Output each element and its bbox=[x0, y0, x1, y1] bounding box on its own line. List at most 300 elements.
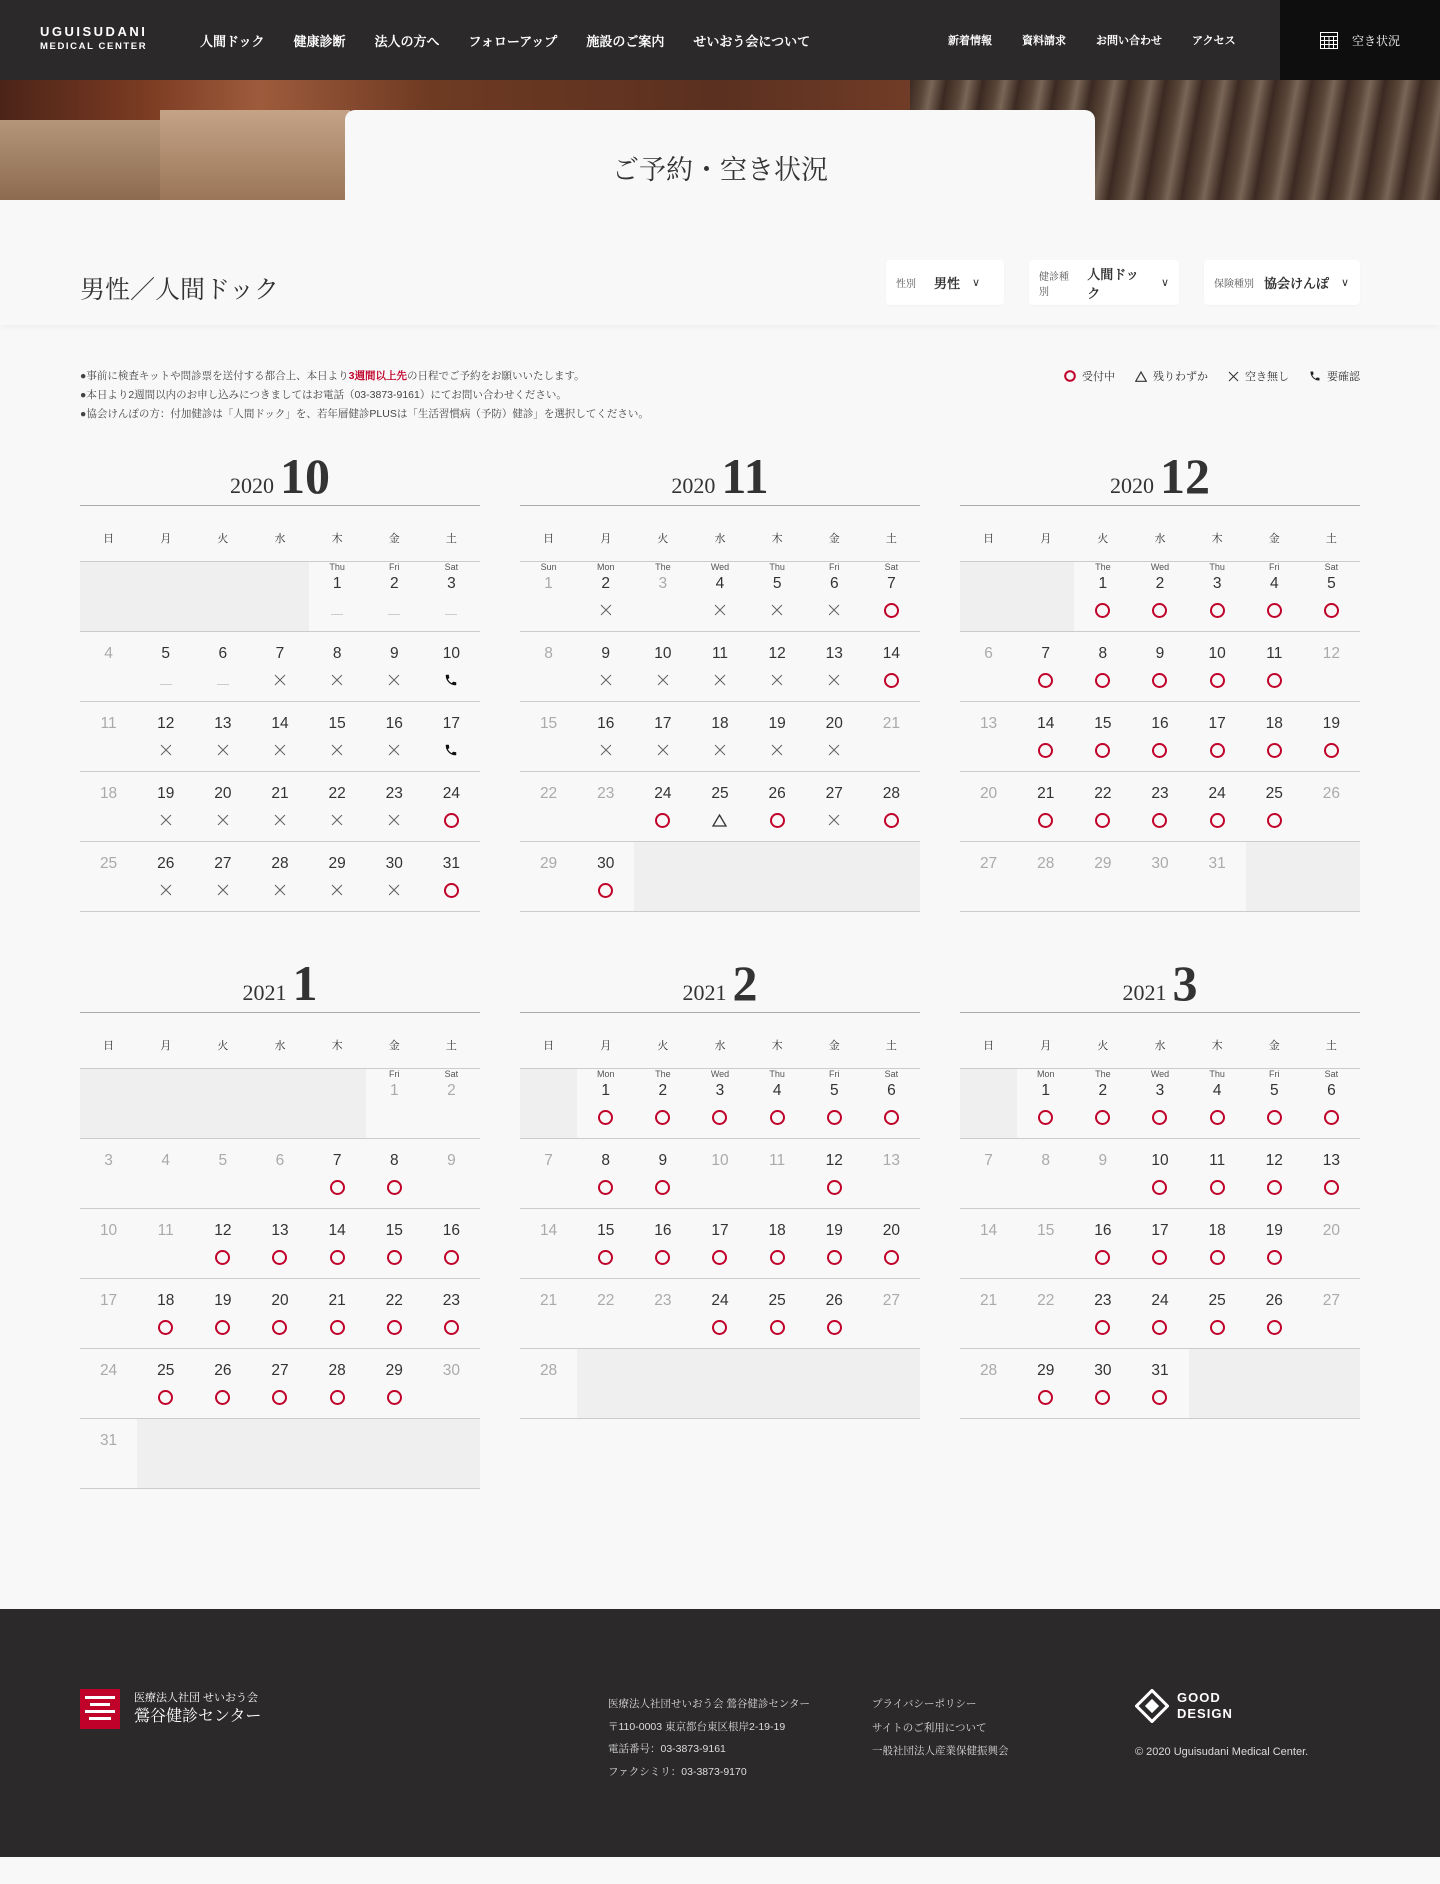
calendar-day[interactable] bbox=[863, 772, 920, 841]
month-title bbox=[960, 952, 1360, 1012]
cross-icon bbox=[215, 742, 231, 758]
footer-address bbox=[608, 1693, 810, 1783]
calendar-day bbox=[366, 772, 423, 841]
weekday-en: Thu bbox=[329, 562, 345, 572]
day-number: 11 bbox=[769, 1152, 786, 1169]
day-number: 10 bbox=[99, 1222, 118, 1239]
day-number: 26 bbox=[1322, 785, 1341, 802]
circle-icon bbox=[1323, 1179, 1339, 1195]
calendar-day[interactable] bbox=[1017, 1349, 1074, 1418]
calendar-day bbox=[520, 1349, 577, 1418]
calendar-day[interactable] bbox=[309, 1139, 366, 1208]
calendar-week-row bbox=[960, 842, 1360, 912]
calendar-day[interactable] bbox=[577, 1139, 634, 1208]
nav-item-dock[interactable]: 人間ドック bbox=[200, 33, 265, 49]
empty-cell bbox=[749, 842, 806, 911]
calendar-day[interactable] bbox=[577, 1069, 634, 1138]
calendar-day[interactable] bbox=[749, 1209, 806, 1278]
calendar-day bbox=[80, 632, 137, 701]
calendar-day[interactable] bbox=[863, 562, 920, 631]
day-number: 25 bbox=[157, 1362, 175, 1379]
empty-cell bbox=[806, 1349, 863, 1418]
calendar-day[interactable] bbox=[251, 1279, 308, 1348]
nav-item-followup[interactable]: フォローアップ bbox=[468, 33, 558, 49]
calendar-day[interactable] bbox=[863, 632, 920, 701]
footer-link-privacy[interactable]: プライバシーポリシー bbox=[872, 1698, 977, 1710]
calendar-day[interactable] bbox=[1303, 1069, 1360, 1138]
day-number: 3 bbox=[1212, 575, 1222, 592]
circle-icon bbox=[883, 602, 899, 618]
day-number: 24 bbox=[1151, 1292, 1169, 1309]
calendar-week-row bbox=[520, 632, 920, 702]
calendar-day bbox=[1303, 1279, 1360, 1348]
day-number: 19 bbox=[768, 715, 786, 732]
calendar-day[interactable] bbox=[1131, 1279, 1188, 1348]
calendar-day[interactable] bbox=[194, 1279, 251, 1348]
day-number: 6 bbox=[218, 645, 228, 662]
day-number: 20 bbox=[825, 715, 843, 732]
weekday-en: Mon bbox=[596, 562, 615, 572]
calendar-day[interactable] bbox=[749, 1279, 806, 1348]
calendar-day bbox=[80, 1209, 137, 1278]
weekday-header bbox=[80, 506, 480, 572]
day-number: 8 bbox=[544, 645, 553, 662]
calendar-day[interactable] bbox=[1131, 702, 1188, 771]
day-number: 1 bbox=[1041, 1082, 1051, 1099]
month-year: 2021 bbox=[1122, 980, 1167, 1005]
calendar-day[interactable] bbox=[1189, 1279, 1246, 1348]
footer-logo[interactable] bbox=[80, 1689, 261, 1729]
calendar-day bbox=[137, 842, 194, 911]
day-number: 2 bbox=[601, 575, 611, 592]
circle-icon bbox=[598, 1109, 614, 1125]
empty-cell bbox=[1017, 562, 1074, 631]
day-number: 2 bbox=[1155, 575, 1165, 592]
calendar-day[interactable] bbox=[634, 1209, 691, 1278]
circle-icon bbox=[826, 1249, 842, 1265]
calendar-day[interactable] bbox=[1074, 1349, 1131, 1418]
month-title bbox=[520, 445, 920, 505]
calendar-week-row bbox=[80, 632, 480, 702]
calendar-day bbox=[520, 1209, 577, 1278]
weekday-jp: 水 bbox=[1154, 1040, 1166, 1052]
day-number: 26 bbox=[214, 1362, 232, 1379]
calendar-day[interactable] bbox=[1189, 1069, 1246, 1138]
empty-cell bbox=[806, 842, 863, 911]
calendar-day bbox=[423, 1139, 480, 1208]
weekday-en: Sat bbox=[1324, 562, 1339, 572]
weekday-jp: 木 bbox=[771, 1040, 783, 1052]
calendar-day bbox=[520, 632, 577, 701]
calendar-day bbox=[1017, 1279, 1074, 1348]
calendar-day bbox=[960, 632, 1017, 701]
subnav-access[interactable]: アクセス bbox=[1192, 35, 1236, 47]
calendar-day[interactable] bbox=[1131, 1139, 1188, 1208]
calendar-day[interactable] bbox=[194, 1209, 251, 1278]
day-number: 17 bbox=[1208, 715, 1226, 732]
month-title bbox=[80, 952, 480, 1012]
day-number: 25 bbox=[99, 855, 118, 872]
month-year: 2020 bbox=[1110, 473, 1154, 498]
day-number: 18 bbox=[99, 785, 118, 802]
day-number: 20 bbox=[882, 1222, 901, 1239]
weekday-jp: 月 bbox=[600, 1040, 612, 1052]
calendar-day[interactable] bbox=[366, 1139, 423, 1208]
calendar-day bbox=[251, 772, 308, 841]
calendar-day[interactable] bbox=[1017, 1069, 1074, 1138]
footer-link-association[interactable]: 一般社団法人産業保健振興会 bbox=[872, 1745, 1009, 1757]
calendar-day[interactable] bbox=[1017, 632, 1074, 701]
calendar-day[interactable] bbox=[1189, 632, 1246, 701]
day-number: 22 bbox=[539, 785, 558, 802]
weekday-en: Fri bbox=[829, 1069, 840, 1079]
calendar-day[interactable] bbox=[423, 702, 480, 771]
footer-link-terms[interactable]: サイトのご利用について bbox=[872, 1721, 987, 1734]
weekday-en: Wed bbox=[1150, 562, 1170, 572]
weekday-jp: 日 bbox=[983, 1040, 995, 1052]
exam-type-select[interactable] bbox=[1029, 260, 1179, 305]
day-number: 27 bbox=[882, 1292, 901, 1309]
circle-icon bbox=[1095, 602, 1111, 618]
weekday-jp: 金 bbox=[1268, 1040, 1280, 1052]
calendar-day bbox=[520, 1139, 577, 1208]
weekday-jp: 日 bbox=[983, 533, 995, 545]
calendar-day[interactable] bbox=[806, 1069, 863, 1138]
empty-cell bbox=[251, 562, 308, 631]
calendar-day[interactable] bbox=[1131, 1069, 1188, 1138]
day-number: 27 bbox=[979, 855, 998, 872]
calendar-day[interactable] bbox=[1246, 1069, 1303, 1138]
calendar-day[interactable] bbox=[749, 772, 806, 841]
calendar-day[interactable] bbox=[1017, 772, 1074, 841]
day-number: 6 bbox=[984, 645, 993, 662]
nav-item-facility[interactable]: 施設のご案内 bbox=[586, 33, 665, 49]
gender-select[interactable] bbox=[886, 260, 1004, 305]
circle-icon bbox=[1152, 1109, 1168, 1125]
subnav-contact[interactable]: お問い合わせ bbox=[1096, 35, 1162, 47]
selection-title: 男性／人間ドック bbox=[80, 277, 280, 304]
day-number: 12 bbox=[214, 1222, 232, 1239]
page-title: ご予約・空き状況 bbox=[345, 110, 1095, 200]
calendar-week-row bbox=[960, 772, 1360, 842]
calendar-day[interactable] bbox=[1074, 702, 1131, 771]
day-number: 5 bbox=[1269, 1082, 1279, 1099]
calendar-day bbox=[1303, 632, 1360, 701]
calendar-day bbox=[634, 632, 691, 701]
cross-icon bbox=[826, 742, 842, 758]
calendar-day bbox=[251, 842, 308, 911]
weekday-jp: 水 bbox=[714, 1040, 726, 1052]
calendar-day[interactable] bbox=[366, 1349, 423, 1418]
hero-reception-counter bbox=[160, 110, 350, 200]
calendar-day[interactable] bbox=[634, 1139, 691, 1208]
calendar-day[interactable] bbox=[1131, 632, 1188, 701]
calendar-day[interactable] bbox=[1189, 772, 1246, 841]
weekday-en: Wed bbox=[710, 1069, 730, 1079]
calendar-day[interactable] bbox=[1189, 702, 1246, 771]
circle-icon bbox=[215, 1389, 231, 1405]
calendar-day[interactable] bbox=[1074, 562, 1131, 631]
day-number: 11 bbox=[100, 715, 117, 732]
day-number: 18 bbox=[768, 1222, 786, 1239]
subnav-brochure[interactable]: 資料請求 bbox=[1022, 35, 1066, 47]
circle-icon bbox=[215, 1319, 231, 1335]
nav-item-checkup[interactable]: 健康診断 bbox=[293, 33, 346, 49]
calendar-day[interactable] bbox=[806, 1209, 863, 1278]
calendar-day[interactable] bbox=[806, 1139, 863, 1208]
empty-cell bbox=[309, 1069, 366, 1138]
calendar-day[interactable] bbox=[1246, 772, 1303, 841]
weekday-jp: 日 bbox=[543, 533, 555, 545]
calendar-day[interactable] bbox=[366, 1279, 423, 1348]
calendar-day bbox=[577, 702, 634, 771]
nav-item-about[interactable]: せいおう会について bbox=[693, 33, 811, 49]
weekday-en: The bbox=[1095, 562, 1111, 572]
calendar-day[interactable] bbox=[1246, 1279, 1303, 1348]
calendar-day bbox=[1017, 1139, 1074, 1208]
calendar-day[interactable] bbox=[1189, 562, 1246, 631]
calendar-day[interactable] bbox=[1246, 702, 1303, 771]
nav-item-corporate[interactable]: 法人の方へ bbox=[374, 33, 440, 49]
calendar-day[interactable] bbox=[423, 842, 480, 911]
calendar-day bbox=[1131, 842, 1188, 911]
cross-icon bbox=[386, 882, 402, 898]
good-design-icon bbox=[1135, 1689, 1169, 1723]
day-number: 11 bbox=[1266, 645, 1283, 662]
weekday-en: Thu bbox=[769, 562, 785, 572]
calendar-day bbox=[309, 702, 366, 771]
empty-cell bbox=[137, 1069, 194, 1138]
day-number: 22 bbox=[597, 1292, 615, 1309]
calendar-day[interactable] bbox=[634, 1069, 691, 1138]
calendar-week-row bbox=[80, 1279, 480, 1349]
circle-icon bbox=[655, 1179, 671, 1195]
day-number: 25 bbox=[1265, 785, 1283, 802]
dash-icon bbox=[386, 602, 402, 618]
calendar-day[interactable] bbox=[309, 1209, 366, 1278]
calendar-day[interactable] bbox=[1131, 1349, 1188, 1418]
month-number: 11 bbox=[721, 448, 769, 504]
calendar-day[interactable] bbox=[423, 632, 480, 701]
day-number: 9 bbox=[389, 645, 399, 662]
weekday-jp: 月 bbox=[600, 533, 612, 545]
empty-cell bbox=[1189, 1349, 1246, 1418]
day-number: 9 bbox=[1155, 645, 1165, 662]
calendar-day bbox=[423, 1349, 480, 1418]
day-number: 26 bbox=[157, 855, 175, 872]
circle-icon bbox=[215, 1249, 231, 1265]
empty-cell bbox=[80, 562, 137, 631]
calendar-day[interactable] bbox=[423, 772, 480, 841]
calendar-day bbox=[577, 632, 634, 701]
cross-icon bbox=[598, 602, 614, 618]
day-number: 5 bbox=[1327, 575, 1336, 592]
circle-icon bbox=[1095, 672, 1111, 688]
calendar-day[interactable] bbox=[1303, 1139, 1360, 1208]
calendar-day bbox=[749, 632, 806, 701]
calendar-day[interactable] bbox=[1246, 1209, 1303, 1278]
day-number: 12 bbox=[1322, 645, 1341, 662]
vacancy-button[interactable] bbox=[1280, 0, 1440, 80]
weekday-jp: 月 bbox=[160, 1040, 172, 1052]
calendar-day[interactable] bbox=[194, 1349, 251, 1418]
day-number: 13 bbox=[882, 1152, 901, 1169]
calendar-day[interactable] bbox=[863, 1069, 920, 1138]
empty-cell bbox=[863, 1349, 920, 1418]
circle-icon bbox=[158, 1389, 174, 1405]
calendar-day[interactable] bbox=[137, 1279, 194, 1348]
calendar-day[interactable] bbox=[634, 772, 691, 841]
empty-cell bbox=[691, 1349, 748, 1418]
day-number: 16 bbox=[442, 1222, 461, 1239]
calendar-day[interactable] bbox=[366, 1209, 423, 1278]
day-number: 14 bbox=[882, 645, 901, 662]
month-title bbox=[520, 952, 920, 1012]
calendar-day[interactable] bbox=[749, 1069, 806, 1138]
day-number: 4 bbox=[715, 575, 725, 592]
calendar-day bbox=[520, 772, 577, 841]
calendar-day[interactable] bbox=[251, 1349, 308, 1418]
cross-icon bbox=[1228, 371, 1239, 382]
day-number: 28 bbox=[539, 1362, 558, 1379]
calendar-day[interactable] bbox=[1074, 1209, 1131, 1278]
calendar-day[interactable] bbox=[577, 1209, 634, 1278]
circle-icon bbox=[1095, 742, 1111, 758]
calendar-day[interactable] bbox=[137, 1349, 194, 1418]
weekday-jp: 日 bbox=[543, 1040, 555, 1052]
calendar-day[interactable] bbox=[691, 1279, 748, 1348]
calendar-day[interactable] bbox=[1017, 702, 1074, 771]
circle-icon bbox=[1209, 1319, 1225, 1335]
weekday-jp: 月 bbox=[1040, 533, 1052, 545]
calendar-day[interactable] bbox=[251, 1209, 308, 1278]
day-number: 28 bbox=[979, 1362, 998, 1379]
calendar-day[interactable] bbox=[863, 1209, 920, 1278]
calendar-day[interactable] bbox=[1074, 772, 1131, 841]
calendar-day[interactable] bbox=[423, 1209, 480, 1278]
weekday-jp: 土 bbox=[445, 533, 457, 545]
calendar-day[interactable] bbox=[806, 1279, 863, 1348]
calendar-day[interactable] bbox=[1303, 562, 1360, 631]
calendar-day bbox=[577, 1279, 634, 1348]
day-number: 16 bbox=[1151, 715, 1169, 732]
calendar-day[interactable] bbox=[1131, 1209, 1188, 1278]
circle-icon bbox=[769, 1109, 785, 1125]
calendar-day[interactable] bbox=[1131, 562, 1188, 631]
circle-icon bbox=[883, 672, 899, 688]
weekday-header bbox=[520, 1013, 920, 1079]
calendar-day[interactable] bbox=[309, 1349, 366, 1418]
subnav-news[interactable]: 新着情報 bbox=[948, 35, 992, 47]
circle-icon bbox=[1152, 602, 1168, 618]
cross-icon bbox=[769, 742, 785, 758]
calendar-day[interactable] bbox=[577, 842, 634, 911]
calendar-day[interactable] bbox=[691, 1069, 748, 1138]
weekday-jp: 土 bbox=[1325, 533, 1337, 545]
day-number: 10 bbox=[711, 1152, 729, 1169]
calendar-day[interactable] bbox=[1246, 562, 1303, 631]
calendar-day[interactable] bbox=[1246, 1139, 1303, 1208]
calendar-day[interactable] bbox=[1303, 702, 1360, 771]
footer-links bbox=[872, 1693, 1009, 1764]
note-text: ●事前に検査キットや問診票を送付する都合上、本日より bbox=[80, 370, 349, 382]
calendar-day[interactable] bbox=[691, 772, 748, 841]
calendar-table bbox=[520, 505, 920, 912]
calendar-day bbox=[960, 1209, 1017, 1278]
day-number: 8 bbox=[1041, 1152, 1051, 1169]
cross-icon bbox=[826, 602, 842, 618]
calendar-day bbox=[251, 632, 308, 701]
circle-icon bbox=[1095, 1319, 1111, 1335]
legend-item bbox=[1135, 368, 1208, 384]
day-number: 1 bbox=[332, 575, 342, 592]
day-number: 7 bbox=[544, 1152, 553, 1169]
calendar-day[interactable] bbox=[309, 1279, 366, 1348]
day-number: 23 bbox=[442, 1292, 461, 1309]
day-number: 15 bbox=[328, 715, 346, 732]
calendar-day[interactable] bbox=[1074, 1069, 1131, 1138]
calendar-week-row bbox=[80, 1419, 480, 1489]
day-number: 16 bbox=[385, 715, 403, 732]
day-number: 23 bbox=[1094, 1292, 1112, 1309]
empty-cell bbox=[423, 1419, 480, 1488]
calendar-day[interactable] bbox=[1246, 632, 1303, 701]
calendar-day[interactable] bbox=[423, 1279, 480, 1348]
calendar-day bbox=[309, 772, 366, 841]
month-calendar bbox=[520, 952, 920, 1489]
day-number: 12 bbox=[825, 1152, 843, 1169]
note-line: ●協会けんぽの方：付加健診は「人間ドック」を、若年層健診PLUSは「生活習慣病（予防）健診」を選択してください。 bbox=[80, 408, 649, 420]
day-number: 19 bbox=[157, 785, 175, 802]
calendar-day[interactable] bbox=[691, 1209, 748, 1278]
day-number: 1 bbox=[544, 575, 553, 592]
insurance-type-select[interactable] bbox=[1204, 260, 1360, 305]
day-number: 11 bbox=[1209, 1152, 1226, 1169]
calendar-day[interactable] bbox=[1074, 632, 1131, 701]
calendar-day[interactable] bbox=[1131, 772, 1188, 841]
calendar-day[interactable] bbox=[1074, 1279, 1131, 1348]
circle-icon bbox=[1209, 602, 1225, 618]
weekday-jp: 日 bbox=[103, 1040, 115, 1052]
weekday-jp: 金 bbox=[828, 1040, 840, 1052]
day-number: 4 bbox=[161, 1152, 171, 1169]
calendar-day bbox=[634, 702, 691, 771]
day-number: 30 bbox=[1094, 1362, 1112, 1379]
calendar-day bbox=[194, 772, 251, 841]
calendar-day[interactable] bbox=[1189, 1209, 1246, 1278]
calendars-grid bbox=[0, 445, 1440, 1489]
calendar-day bbox=[691, 562, 748, 631]
calendar-week-row bbox=[520, 1349, 920, 1419]
circle-icon bbox=[1152, 1249, 1168, 1265]
calendar-day bbox=[194, 632, 251, 701]
weekday-en: The bbox=[1095, 1069, 1111, 1079]
triangle-icon bbox=[712, 812, 728, 828]
day-number: 22 bbox=[385, 1292, 403, 1309]
weekday-en: Fri bbox=[1269, 562, 1280, 572]
calendar-day[interactable] bbox=[1189, 1139, 1246, 1208]
address-line: 電話番号：03-3873-9161 bbox=[608, 1743, 726, 1755]
site-logo[interactable] bbox=[40, 25, 170, 52]
month-calendar bbox=[80, 445, 480, 912]
day-number: 10 bbox=[1151, 1152, 1169, 1169]
day-number: 21 bbox=[271, 785, 289, 802]
day-number: 15 bbox=[1037, 1222, 1055, 1239]
day-number: 7 bbox=[332, 1152, 342, 1169]
empty-cell bbox=[251, 1069, 308, 1138]
day-number: 29 bbox=[385, 1362, 403, 1379]
calendar-day bbox=[1303, 1209, 1360, 1278]
